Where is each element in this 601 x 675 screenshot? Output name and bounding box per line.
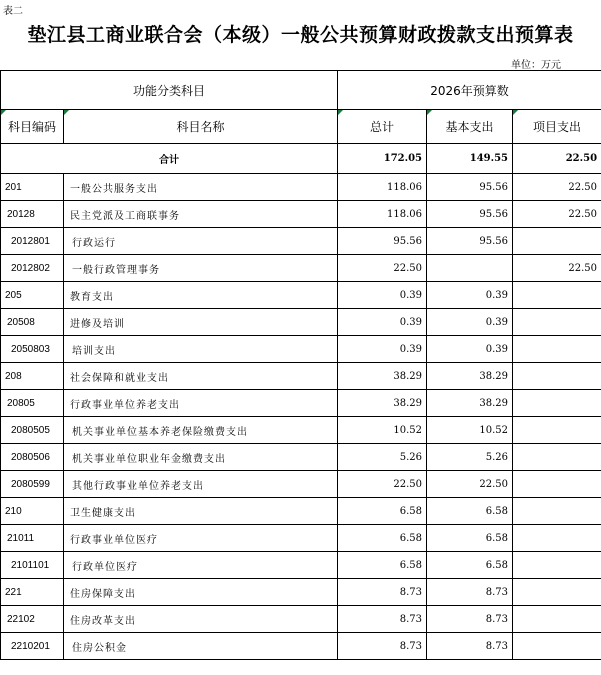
table-row xyxy=(1,579,601,606)
table-row xyxy=(1,336,601,363)
table-tag: 表二 xyxy=(3,6,23,17)
row-name: 住房保障支出 xyxy=(64,579,338,606)
row-code: 2012802 xyxy=(1,255,64,282)
cell-marker-icon xyxy=(1,110,6,115)
row-code: 2080505 xyxy=(1,417,64,444)
row-name: 社会保障和就业支出 xyxy=(64,363,338,390)
row-code: 2012801 xyxy=(1,228,64,255)
code-header: 科目编码 xyxy=(1,110,64,144)
row-name: 培训支出 xyxy=(64,336,338,363)
row-code: 2101101 xyxy=(1,552,64,579)
table-row xyxy=(1,282,601,309)
row-total: 22.50 xyxy=(338,471,427,498)
row-name: 进修及培训 xyxy=(64,309,338,336)
table-row xyxy=(1,417,601,444)
table-row xyxy=(1,633,601,660)
table-row xyxy=(1,498,601,525)
row-project xyxy=(513,390,601,417)
row-name: 行政事业单位养老支出 xyxy=(64,390,338,417)
row-basic: 6.58 xyxy=(427,552,513,579)
row-total: 6.58 xyxy=(338,498,427,525)
row-basic: 95.56 xyxy=(427,228,513,255)
row-basic: 0.39 xyxy=(427,309,513,336)
row-code: 20508 xyxy=(1,309,64,336)
row-basic: 6.58 xyxy=(427,525,513,552)
row-total: 6.58 xyxy=(338,525,427,552)
cell-marker-icon xyxy=(338,110,343,115)
row-basic xyxy=(427,255,513,282)
row-project xyxy=(513,417,601,444)
total-header: 总计 xyxy=(338,110,427,144)
row-code: 22102 xyxy=(1,606,64,633)
row-total: 22.50 xyxy=(338,255,427,282)
table-row xyxy=(1,471,601,498)
row-code: 20128 xyxy=(1,201,64,228)
row-project xyxy=(513,471,601,498)
table-row xyxy=(1,552,601,579)
row-project xyxy=(513,552,601,579)
table-row xyxy=(1,174,601,201)
table-row xyxy=(1,525,601,552)
row-total: 6.58 xyxy=(338,552,427,579)
row-basic: 10.52 xyxy=(427,417,513,444)
row-project: 22.50 xyxy=(513,201,601,228)
row-name: 教育支出 xyxy=(64,282,338,309)
row-name: 机关事业单位基本养老保险缴费支出 xyxy=(64,417,338,444)
row-name: 行政运行 xyxy=(64,228,338,255)
row-total: 95.56 xyxy=(338,228,427,255)
row-basic: 8.73 xyxy=(427,633,513,660)
unit-label: 单位：万元 xyxy=(511,60,561,71)
row-name: 一般行政管理事务 xyxy=(64,255,338,282)
table-row xyxy=(1,228,601,255)
row-basic: 38.29 xyxy=(427,390,513,417)
row-name: 机关事业单位职业年金缴费支出 xyxy=(64,444,338,471)
row-basic: 38.29 xyxy=(427,363,513,390)
row-basic: 8.73 xyxy=(427,606,513,633)
row-total: 38.29 xyxy=(338,363,427,390)
row-total: 8.73 xyxy=(338,579,427,606)
row-project xyxy=(513,336,601,363)
row-total: 0.39 xyxy=(338,282,427,309)
total-project: 22.50 xyxy=(513,144,601,174)
row-basic: 5.26 xyxy=(427,444,513,471)
row-project xyxy=(513,498,601,525)
row-basic: 95.56 xyxy=(427,201,513,228)
row-project xyxy=(513,444,601,471)
row-name: 住房公积金 xyxy=(64,633,338,660)
row-code: 205 xyxy=(1,282,64,309)
row-total: 0.39 xyxy=(338,309,427,336)
row-name: 住房改革支出 xyxy=(64,606,338,633)
row-name: 行政单位医疗 xyxy=(64,552,338,579)
row-code: 20805 xyxy=(1,390,64,417)
row-code: 2210201 xyxy=(1,633,64,660)
row-code: 210 xyxy=(1,498,64,525)
cell-marker-icon xyxy=(513,110,518,115)
row-code: 221 xyxy=(1,579,64,606)
row-project xyxy=(513,363,601,390)
row-basic: 0.39 xyxy=(427,336,513,363)
row-code: 201 xyxy=(1,174,64,201)
row-project xyxy=(513,606,601,633)
row-basic: 0.39 xyxy=(427,282,513,309)
row-basic: 95.56 xyxy=(427,174,513,201)
page-title: 垫江县工商业联合会（本级）一般公共预算财政拨款支出预算表 xyxy=(27,24,574,46)
row-code: 2080599 xyxy=(1,471,64,498)
row-total: 118.06 xyxy=(338,174,427,201)
total-basic: 149.55 xyxy=(427,144,513,174)
row-total: 5.26 xyxy=(338,444,427,471)
budget-year-header: 2026年预算数 xyxy=(338,71,601,110)
total-total: 172.05 xyxy=(338,144,427,174)
total-label: 合计 xyxy=(1,144,338,174)
func-class-header: 功能分类科目 xyxy=(1,71,338,110)
row-code: 208 xyxy=(1,363,64,390)
cell-marker-icon xyxy=(64,110,69,115)
header-row-1 xyxy=(1,71,601,110)
basic-header: 基本支出 xyxy=(427,110,513,144)
table-row xyxy=(1,363,601,390)
row-code: 2050803 xyxy=(1,336,64,363)
row-project xyxy=(513,228,601,255)
row-project xyxy=(513,309,601,336)
row-project: 22.50 xyxy=(513,174,601,201)
row-name: 卫生健康支出 xyxy=(64,498,338,525)
table-row xyxy=(1,255,601,282)
project-header: 项目支出 xyxy=(513,110,601,144)
row-code: 2080506 xyxy=(1,444,64,471)
row-project xyxy=(513,579,601,606)
row-name: 民主党派及工商联事务 xyxy=(64,201,338,228)
row-name: 一般公共服务支出 xyxy=(64,174,338,201)
budget-table xyxy=(0,70,601,660)
row-project xyxy=(513,633,601,660)
table-row xyxy=(1,309,601,336)
table-row xyxy=(1,390,601,417)
row-total: 10.52 xyxy=(338,417,427,444)
row-basic: 8.73 xyxy=(427,579,513,606)
row-basic: 22.50 xyxy=(427,471,513,498)
name-header: 科目名称 xyxy=(64,110,338,144)
row-name: 行政事业单位医疗 xyxy=(64,525,338,552)
cell-marker-icon xyxy=(427,110,432,115)
row-name: 其他行政事业单位养老支出 xyxy=(64,471,338,498)
row-project xyxy=(513,282,601,309)
row-project xyxy=(513,525,601,552)
row-total: 8.73 xyxy=(338,606,427,633)
header-row-2 xyxy=(1,110,601,144)
table-row xyxy=(1,201,601,228)
row-total: 8.73 xyxy=(338,633,427,660)
row-code: 21011 xyxy=(1,525,64,552)
row-total: 38.29 xyxy=(338,390,427,417)
table-row xyxy=(1,606,601,633)
table-row xyxy=(1,444,601,471)
row-project: 22.50 xyxy=(513,255,601,282)
row-total: 118.06 xyxy=(338,201,427,228)
row-total: 0.39 xyxy=(338,336,427,363)
total-row xyxy=(1,144,601,174)
row-basic: 6.58 xyxy=(427,498,513,525)
